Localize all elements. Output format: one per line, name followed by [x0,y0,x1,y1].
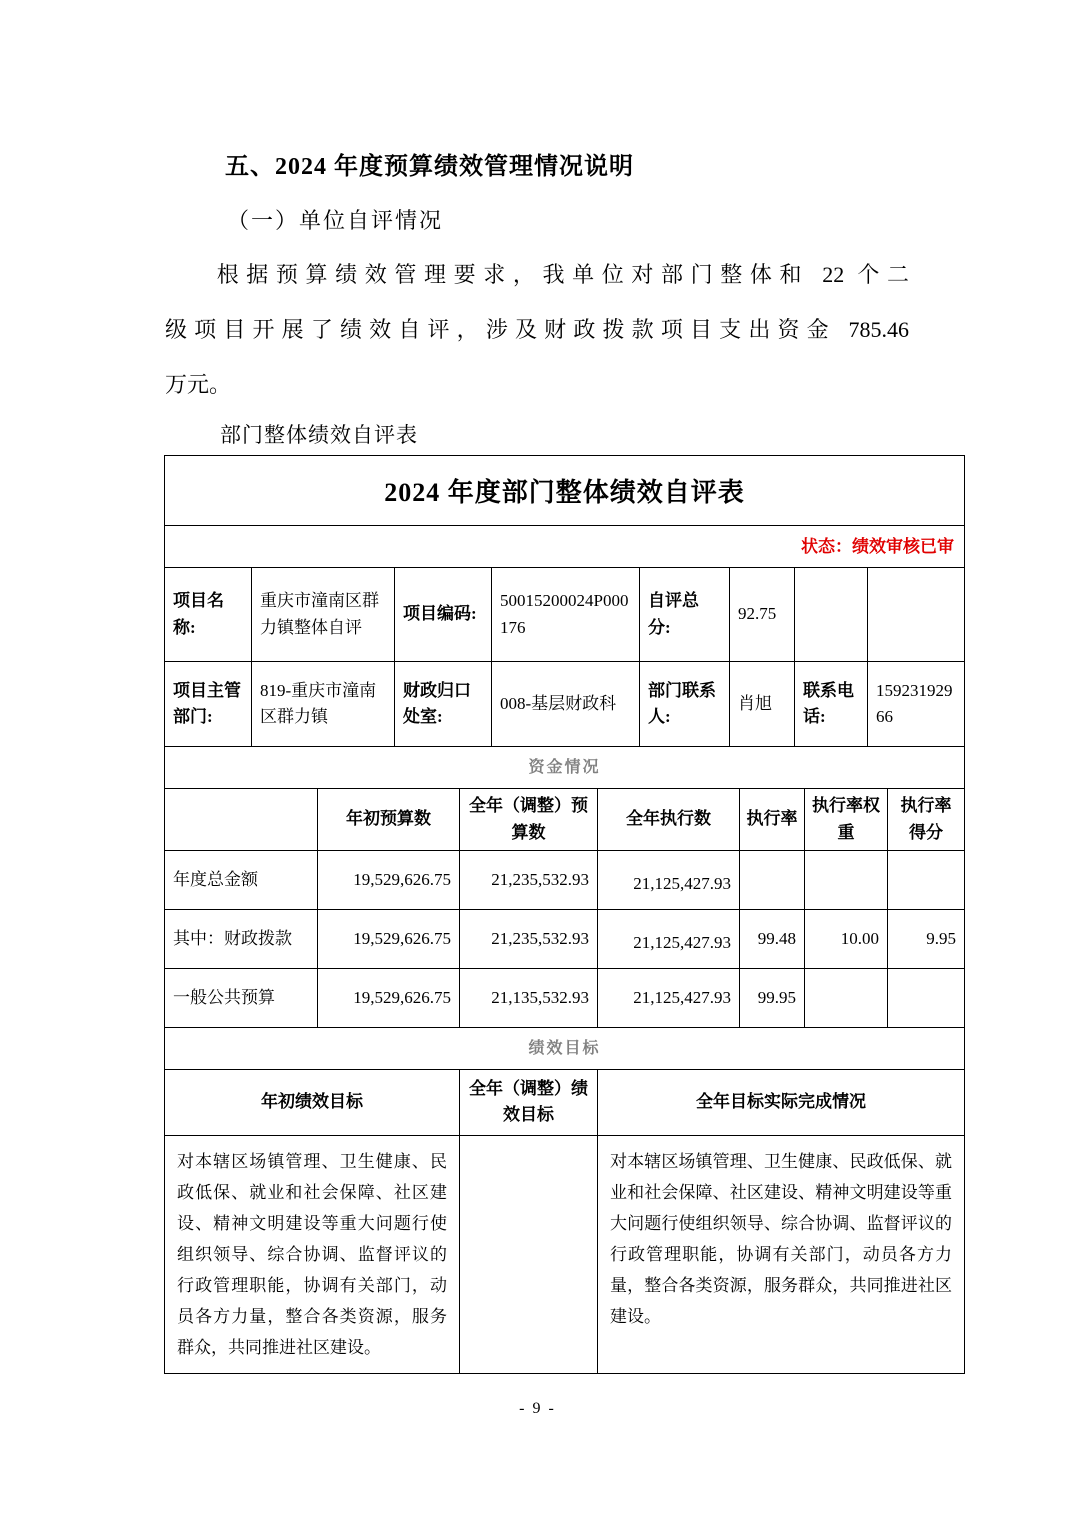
funding-table [164,788,965,1028]
funding-header-empty [165,789,318,851]
page-number: - 9 - [519,1400,556,1417]
funding-cell [888,851,965,910]
goals-content-row [165,1135,965,1373]
department-value: 819-重庆市潼南区群力镇 [252,662,395,747]
project-code-value: 50015200024P000176 [492,568,640,662]
contact-person-value: 肖旭 [730,662,795,747]
goals-actual-text: 对本辖区场镇管理、卫生健康、民政低保、就业和社会保障、社区建设、精神文明建设等重大问题行使组织领导、综合协调、监督评议的行政管理职能，协调有关部门，动员各方力量，整合各类资源，服务群众，共同推进社区建设。 [598,1135,965,1373]
goals-table [164,1069,965,1374]
funding-cell: 9.95 [888,910,965,969]
section-heading: 五、2024 年度预算绩效管理情况说明 [225,154,634,180]
contact-person-label: 部门联系人: [640,662,730,747]
funding-cell [805,969,888,1028]
info-empty-cell [868,568,965,662]
funding-header-execution-rate: 执行率 [740,789,805,851]
project-name-label: 项目名称: [165,568,252,662]
funding-cell: 21,235,532.93 [460,910,598,969]
info-row-1 [165,568,965,662]
funding-cell: 19,529,626.75 [318,851,460,910]
funding-header-executed: 全年执行数 [598,789,740,851]
funding-row-fiscal [165,910,965,969]
paragraph-line: 根据预算绩效管理要求，我单位对部门整体和 22 个二 [216,262,909,287]
funding-cell: 21,125,427.93 [598,969,740,1028]
funding-cell: 21,125,427.93 [598,851,740,910]
status-text: 状态：绩效审核已审 [164,525,965,568]
funding-header-row [165,789,965,851]
funding-cell: 19,529,626.75 [318,969,460,1028]
funding-header-adjusted-budget: 全年（调整）预算数 [460,789,598,851]
funding-row-total [165,851,965,910]
funding-cell: 10.00 [805,910,888,969]
goals-section-header: 绩效目标 [164,1027,965,1070]
self-score-value: 92.75 [730,568,795,662]
funding-cell: 21,135,532.93 [460,969,598,1028]
funding-cell: 21,235,532.93 [460,851,598,910]
goals-header-adjusted: 全年（调整）绩效目标 [460,1070,598,1136]
goals-adjusted-text [460,1135,598,1373]
funding-header-rate-weight: 执行率权重 [805,789,888,851]
department-label: 项目主管部门: [165,662,252,747]
funding-cell [805,851,888,910]
funding-cell: 19,529,626.75 [318,910,460,969]
info-row-2 [165,662,965,747]
funding-cell: 99.48 [740,910,805,969]
funding-row-label: 年度总金额 [165,851,318,910]
goals-header-row [165,1070,965,1136]
paragraph-line: 万元。 [165,372,232,397]
info-empty-cell [795,568,868,662]
goals-header-initial: 年初绩效目标 [165,1070,460,1136]
funding-section-header: 资金情况 [164,746,965,789]
self-evaluation-table [164,455,965,1374]
self-score-label: 自评总分: [640,568,730,662]
goals-initial-text: 对本辖区场镇管理、卫生健康、民政低保、就业和社会保障、社区建设、精神文明建设等重大问题行使组织领导、综合协调、监督评议的行政管理职能，协调有关部门，动员各方力量，整合各类资源，服务群众，共同推进社区建设。 [165,1135,460,1373]
paragraph-line: 级项目开展了绩效自评，涉及财政拨款项目支出资金 785.46 [165,317,909,342]
funding-cell [740,851,805,910]
project-code-label: 项目编码: [395,568,492,662]
finance-office-label: 财政归口处室: [395,662,492,747]
phone-label: 联系电话: [795,662,868,747]
funding-row-label: 一般公共预算 [165,969,318,1028]
funding-cell: 21,125,427.93 [598,910,740,969]
project-info-table [164,567,965,747]
body-paragraph [165,247,909,412]
funding-cell [888,969,965,1028]
funding-header-initial-budget: 年初预算数 [318,789,460,851]
goals-header-actual: 全年目标实际完成情况 [598,1070,965,1136]
funding-header-rate-score: 执行率得分 [888,789,965,851]
subsection-heading: （一）单位自评情况 [227,208,444,233]
finance-office-value: 008-基层财政科 [492,662,640,747]
funding-cell: 99.95 [740,969,805,1028]
project-name-value: 重庆市潼南区群力镇整体自评 [252,568,395,662]
table-caption: 部门整体绩效自评表 [220,423,418,447]
funding-row-public-budget [165,969,965,1028]
phone-value: 15923192966 [868,662,965,747]
table-title: 2024 年度部门整体绩效自评表 [164,455,965,526]
funding-row-label: 其中：财政拨款 [165,910,318,969]
